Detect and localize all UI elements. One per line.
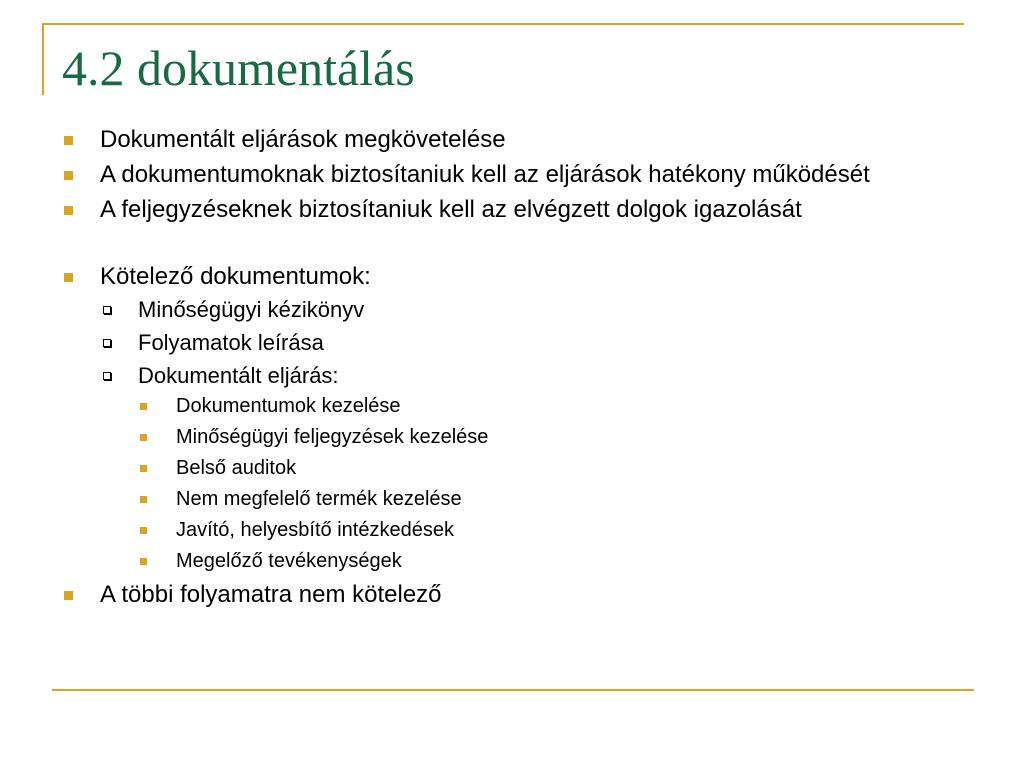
slide-content xyxy=(62,126,942,616)
bullet-item xyxy=(62,196,942,223)
square-bullet-icon xyxy=(64,136,73,145)
bullet-text: Dokumentált eljárások megkövetelése xyxy=(100,126,506,153)
sub-sub-bullet-text: Minőségügyi feljegyzések kezelése xyxy=(176,426,489,448)
bottom-frame-line xyxy=(52,689,974,691)
sub-sub-bullet-item xyxy=(138,394,942,418)
sub-sub-bullet-list xyxy=(138,394,942,573)
bullet-item xyxy=(62,263,942,573)
square-bullet-icon xyxy=(140,558,147,565)
bullet-text: Kötelező dokumentumok: xyxy=(100,263,371,290)
square-bullet-icon xyxy=(140,434,147,441)
bullet-text: A többi folyamatra nem kötelező xyxy=(100,581,442,608)
sub-sub-bullet-text: Megelőző tevékenységek xyxy=(176,550,402,572)
slide-title: 4.2 dokumentálás xyxy=(62,40,415,96)
sub-bullet-list xyxy=(100,297,942,573)
sub-sub-bullet-item xyxy=(138,456,942,480)
sub-bullet-item xyxy=(100,330,942,355)
square-bullet-icon xyxy=(140,403,147,410)
square-bullet-icon xyxy=(140,496,147,503)
top-frame-line xyxy=(42,23,964,25)
square-bullet-icon xyxy=(64,591,73,600)
sub-sub-bullet-item xyxy=(138,487,942,511)
sub-sub-bullet-text: Nem megfelelő termék kezelése xyxy=(176,488,462,510)
bullet-text: A feljegyzéseknek biztosítaniuk kell az elvégzett dolgok igazolását xyxy=(100,196,802,223)
hollow-square-bullet-icon xyxy=(103,306,111,314)
square-bullet-icon xyxy=(140,527,147,534)
bullet-item xyxy=(62,581,942,608)
left-frame-line xyxy=(42,23,44,95)
sub-bullet-text: Dokumentált eljárás: xyxy=(138,363,339,388)
sub-sub-bullet-text: Dokumentumok kezelése xyxy=(176,395,401,417)
sub-sub-bullet-item xyxy=(138,425,942,449)
bullet-item xyxy=(62,161,942,188)
sub-bullet-item xyxy=(100,297,942,322)
sub-sub-bullet-item xyxy=(138,518,942,542)
bullet-text: A dokumentumoknak biztosítaniuk kell az eljárások hatékony működését xyxy=(100,161,870,188)
square-bullet-icon xyxy=(64,171,73,180)
sub-bullet-text: Minőségügyi kézikönyv xyxy=(138,297,365,322)
bullet-list xyxy=(62,126,942,608)
bullet-item xyxy=(62,126,942,153)
square-bullet-icon xyxy=(140,465,147,472)
sub-bullet-item xyxy=(100,363,942,573)
square-bullet-icon xyxy=(64,206,73,215)
hollow-square-bullet-icon xyxy=(103,372,111,380)
sub-sub-bullet-text: Belső auditok xyxy=(176,457,297,479)
square-bullet-icon xyxy=(64,273,73,282)
sub-sub-bullet-item xyxy=(138,549,942,573)
sub-sub-bullet-text: Javító, helyesbítő intézkedések xyxy=(176,519,454,541)
sub-bullet-text: Folyamatok leírása xyxy=(138,330,324,355)
hollow-square-bullet-icon xyxy=(103,339,111,347)
